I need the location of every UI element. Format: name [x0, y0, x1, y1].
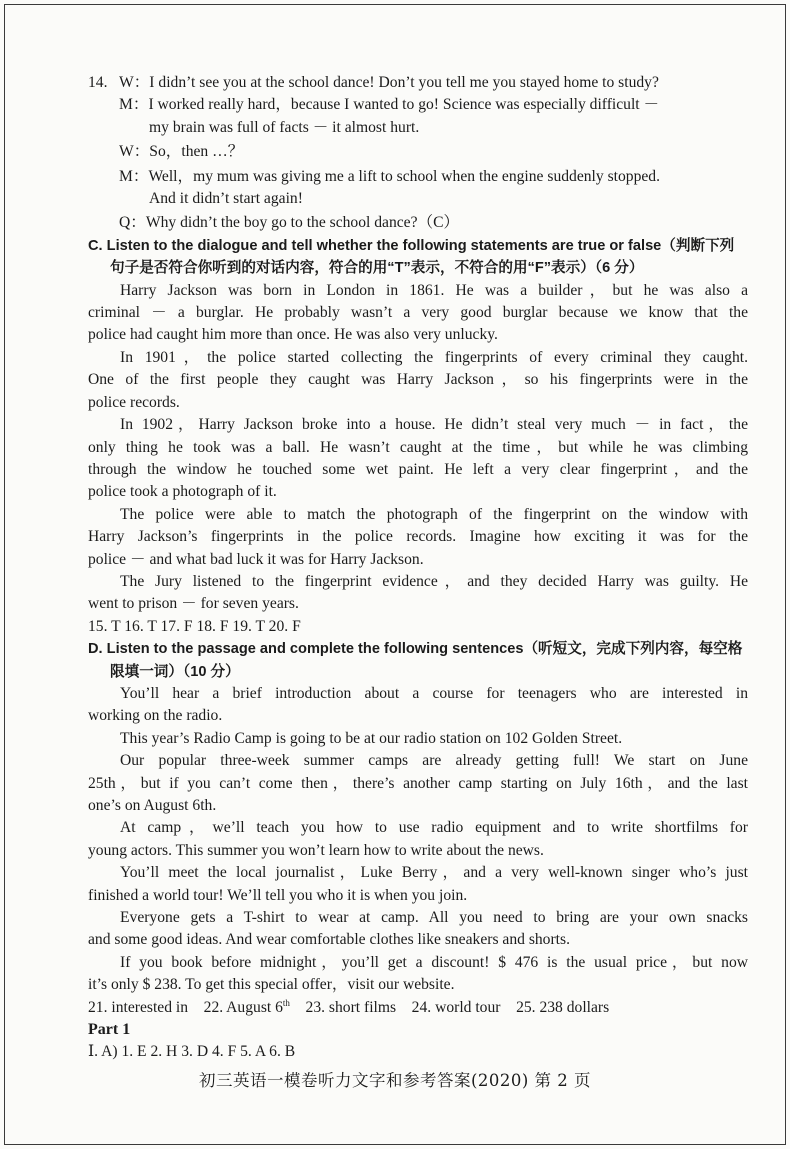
answer-25: 25. 238 dollars [516, 998, 610, 1016]
section-d-heading-line2: 限填一词）（10 分） [110, 663, 240, 680]
section-c-answers: 15. T 16. T 17. F 18. F 19. T 20. F [88, 617, 301, 635]
part-1-answers: Ⅰ. A) 1. E 2. H 3. D 4. F 5. A 6. B [88, 1043, 296, 1061]
d-p2-line1: This year’s Radio Camp is going to be at our radio station on 102 Golden Street. [120, 729, 623, 747]
c-p1-line1: Harry Jackson was born in London in 1861. He was a builder，but he was also a [120, 281, 748, 299]
answer-23: 23. short films [305, 998, 397, 1016]
q14-m2b: And it didn’t start again! [149, 190, 303, 208]
q14-w1-line [88, 72, 748, 94]
d-p5-line1: You’ll meet the local journalist，Luke Berry，and a very well-known singer who’s just [120, 864, 748, 882]
c-p3-line1: In 1902，Harry Jackson broke into a house. He didn’t steal very much － in fact，the [120, 416, 748, 434]
section-d-paragraph-5 [88, 862, 748, 907]
d-p6-line1: Everyone gets a T-shirt to wear at camp. All you need to bring are your own snacks [120, 909, 748, 927]
section-d-paragraph-6 [88, 907, 748, 952]
d-p1-line2: working on the radio. [88, 707, 223, 725]
section-d-answers [88, 997, 748, 1019]
section-c-paragraph-2 [88, 347, 748, 414]
section-c-heading [88, 235, 748, 280]
part-1-title: Part 1 [88, 1021, 131, 1039]
q14-m1a-line [88, 94, 748, 116]
c-p3-line2: only thing he took was a ball. He wasn’t caught at the time，but while he was climbing [88, 438, 748, 456]
d-p7-line1: If you book before midnight，you’ll get a discount! $ 476 is the usual price，but now [120, 953, 748, 971]
section-d-paragraph-4 [88, 817, 748, 862]
page-footer: 初三英语一模卷听力文字和参考答案(2020) 第 2 页 [198, 1071, 592, 1090]
d-p4-line2: young actors. This summer you won’t learn how to write about the news. [88, 841, 544, 859]
c-p2-line3: police records. [88, 393, 180, 411]
answer-22-superscript: th [282, 997, 290, 1008]
q14-number: 14. [88, 74, 108, 91]
q14-w2: W：So，then …？ [119, 143, 244, 161]
q14-w1: W：I didn’t see you at the school dance! Don’t you tell me you stayed home to study? [119, 74, 659, 91]
answer-22: 22. August 6th [203, 997, 290, 1016]
q14-m1a: M：I worked really hard，because I wanted to go! Science was especially difficult － [119, 96, 660, 114]
section-d-paragraph-1 [88, 683, 748, 728]
c-p5-line2: went to prison － for seven years. [88, 595, 299, 613]
c-p3-line4: police took a photograph of it. [88, 483, 277, 501]
c-p4-line3: police － and what bad luck it was for Harry Jackson. [88, 550, 424, 568]
q14-m2a-line [88, 166, 748, 188]
answer-24: 24. world tour [411, 998, 501, 1016]
c-p4-line2: Harry Jackson’s fingerprints in the police records. Imagine how exciting it was for the [88, 528, 748, 546]
section-c-heading-line2: 句子是否符合你听到的对话内容，符合的用“T”表示，不符合的用“F”表示）（6 分） [110, 260, 644, 277]
c-p2-line2: One of the first people they caught was Harry Jackson，so his fingerprints were in the [88, 371, 748, 389]
q14-m2a: M：Well，my mum was giving me a lift to school when the engine suddenly stopped. [119, 167, 660, 185]
q14-m1b: my brain was full of facts － it almost hurt. [149, 118, 420, 136]
c-p3-line3: through the window he touched some wet paint. He left a very clear fingerprint，and the [88, 460, 748, 478]
d-p7-line2: it’s only $ 238. To get this special offer，visit our website. [88, 976, 455, 994]
q14-w2-line [88, 141, 748, 163]
d-p3-line3: one’s on August 6th. [88, 797, 217, 814]
page-content [88, 72, 748, 1064]
c-p2-line1: In 1901，the police started collecting the fingerprints of every criminal they caught. [120, 348, 748, 366]
section-c-paragraph-3 [88, 414, 748, 504]
d-p3-line2: 25th，but if you can’t come then，there’s another camp starting on July 16th，and the last [88, 774, 748, 792]
section-c-paragraph-1 [88, 280, 748, 347]
d-p5-line2: finished a world tour! We’ll tell you who it is when you join. [88, 886, 468, 904]
section-c-paragraph-4 [88, 504, 748, 571]
d-p1-line1: You’ll hear a brief introduction about a course for teenagers who are interested in [120, 684, 748, 702]
d-p6-line2: and some good ideas. And wear comfortable clothes like sneakers and shorts. [88, 931, 570, 949]
c-p1-line3: police had caught him more than once. He was also very unlucky. [88, 326, 498, 344]
section-c-heading-line1: C. Listen to the dialogue and tell whether the following statements are true or false（判断下列 [88, 237, 735, 254]
section-d-heading [88, 638, 748, 683]
q14-question: Q：Why didn’t the boy go to the school dance?（C） [119, 214, 460, 232]
section-d-heading-line1: D. Listen to the passage and complete the following sentences（听短文，完成下列内容，每空格 [88, 641, 743, 658]
q14-question-line [88, 212, 748, 234]
answer-21: 21. interested in [88, 998, 189, 1016]
section-d-paragraph-3 [88, 750, 748, 817]
c-p1-line2: criminal － a burglar. He probably wasn’t a very good burglar because we know that the [88, 304, 748, 322]
section-d-paragraph-2 [88, 728, 748, 750]
section-d-paragraph-7 [88, 952, 748, 997]
c-p4-line1: The police were able to match the photograph of the fingerprint on the window with [120, 505, 748, 523]
c-p5-line1: The Jury listened to the fingerprint evidence，and they decided Harry was guilty. He [120, 572, 748, 590]
d-p3-line1: Our popular three-week summer camps are already getting full! We start on June [120, 752, 748, 770]
d-p4-line1: At camp，we’ll teach you how to use radio equipment and to write shortfilms for [120, 819, 748, 837]
section-c-paragraph-5 [88, 571, 748, 616]
